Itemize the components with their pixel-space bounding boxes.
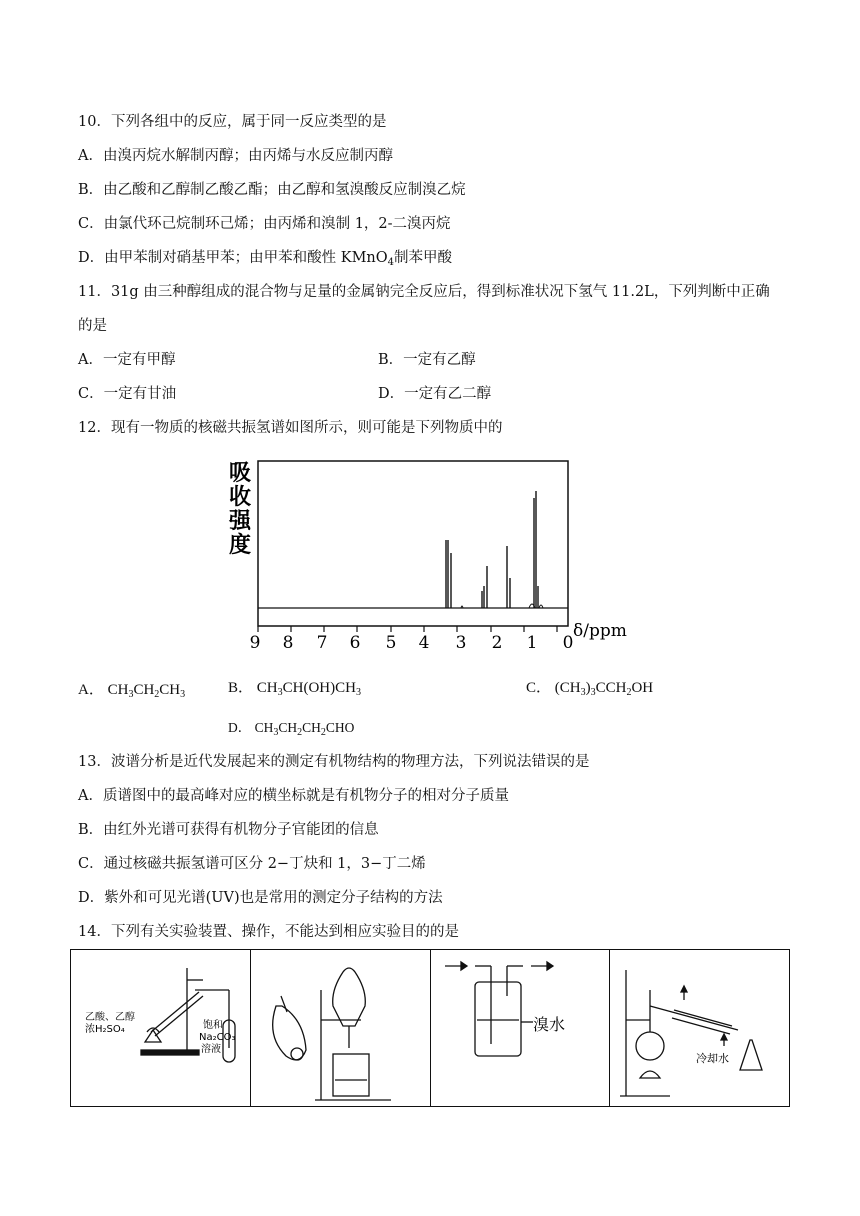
q13-option-c: C．通过核磁共振氢谱可区分 2−丁炔和 1，3−丁二烯 bbox=[78, 856, 426, 872]
apparatus-gas-washing-bottle bbox=[431, 950, 611, 1106]
q11-option-d: D．一定有乙二醇 bbox=[378, 386, 492, 402]
q13-option-b: B．由红外光谱可获得有机物分子官能团的信息 bbox=[78, 822, 379, 838]
q12-option-b: B． $CH_3CH(OH)CH_3$ bbox=[228, 680, 361, 698]
fig4-label-cooling-water: 冷却水 bbox=[696, 1052, 730, 1065]
nmr-tick-2: 2 bbox=[491, 633, 503, 653]
q12-option-c: C． $(CH_3)_3CCH_2OH$ bbox=[526, 680, 654, 698]
nmr-tick-8: 8 bbox=[282, 633, 294, 653]
nmr-tick-7: 7 bbox=[316, 633, 328, 653]
fig1-label-na2co3: Na₂CO₃ bbox=[199, 1032, 236, 1043]
nmr-tick-0: 0 bbox=[562, 633, 574, 653]
nmr-ylabel-4: 度 bbox=[229, 533, 252, 558]
fig1-label-solution: 溶液 bbox=[201, 1044, 221, 1055]
q12-stem: 12．现有一物质的核磁共振氢谱如图所示，则可能是下列物质中的 bbox=[78, 420, 503, 436]
nmr-tick-marks bbox=[258, 626, 557, 632]
q10-option-a: A．由溴丙烷水解制丙醇；由丙烯与水反应制丙醇 bbox=[78, 148, 393, 164]
apparatus-esterification bbox=[71, 950, 251, 1106]
q11-stem-line2: 的是 bbox=[78, 318, 107, 334]
q13-stem: 13．波谱分析是近代发展起来的测定有机物结构的物理方法，下列说法错误的是 bbox=[78, 754, 590, 770]
nmr-tick-4: 4 bbox=[418, 633, 430, 653]
q11-option-a: A．一定有甲醇 bbox=[78, 352, 176, 368]
apparatus-table bbox=[70, 949, 790, 1107]
nmr-xlabel: δ/ppm bbox=[573, 621, 627, 641]
q10-stem: 10．下列各组中的反应，属于同一反应类型的是 bbox=[78, 114, 387, 130]
nmr-ylabel-2: 收 bbox=[229, 485, 252, 510]
apparatus-separatory-funnel bbox=[251, 950, 431, 1106]
nmr-peaks bbox=[446, 491, 538, 608]
nmr-ylabel-3: 强 bbox=[229, 509, 252, 534]
nmr-spectrum bbox=[225, 458, 635, 658]
q13-option-a: A．质谱图中的最高峰对应的横坐标就是有机物分子的相对分子质量 bbox=[78, 788, 509, 804]
q14-stem: 14．下列有关实验装置、操作，不能达到相应实验目的的是 bbox=[78, 924, 459, 940]
nmr-ylabel-1: 吸 bbox=[229, 461, 252, 486]
fig1-label-saturated: 饱和 bbox=[203, 1020, 223, 1031]
q13-option-d: D．紫外和可见光谱(UV)也是常用的测定分子结构的方法 bbox=[78, 890, 443, 906]
nmr-tick-1: 1 bbox=[526, 633, 538, 653]
fig1-label-reagents: 乙酸、乙醇 bbox=[85, 1012, 135, 1023]
q10-option-d: D．由甲苯制对硝基甲苯；由甲苯和酸性 KMnO$_4$制苯甲酸 bbox=[78, 250, 453, 268]
q10-option-b: B．由乙酸和乙醇制乙酸乙酯；由乙醇和氢溴酸反应制溴乙烷 bbox=[78, 182, 466, 198]
nmr-tick-3: 3 bbox=[455, 633, 467, 653]
q11-option-c: C．一定有甘油 bbox=[78, 386, 177, 402]
q11-stem-line1: 11．31g 由三种醇组成的混合物与足量的金属钠完全反应后，得到标准状况下氢气 11.2L，下列判断中正确 bbox=[78, 284, 770, 300]
q10-option-c: C．由氯代环己烷制环己烯；由丙烯和溴制 1，2-二溴丙烷 bbox=[78, 216, 451, 232]
q11-option-b: B．一定有乙醇 bbox=[378, 352, 476, 368]
nmr-tick-5: 5 bbox=[385, 633, 397, 653]
apparatus-distillation bbox=[610, 950, 789, 1106]
nmr-frame bbox=[258, 461, 568, 626]
q12-option-a: A． $CH_3CH_2CH_3$ bbox=[78, 682, 186, 700]
nmr-tick-9: 9 bbox=[249, 633, 261, 653]
fig1-label-acid: 浓H₂SO₄ bbox=[85, 1024, 125, 1035]
q12-option-d: D． $CH_3CH_2CH_2CHO$ bbox=[228, 720, 355, 738]
fig3-label-bromine-water: 溴水 bbox=[532, 1015, 565, 1034]
nmr-tick-6: 6 bbox=[349, 633, 361, 653]
